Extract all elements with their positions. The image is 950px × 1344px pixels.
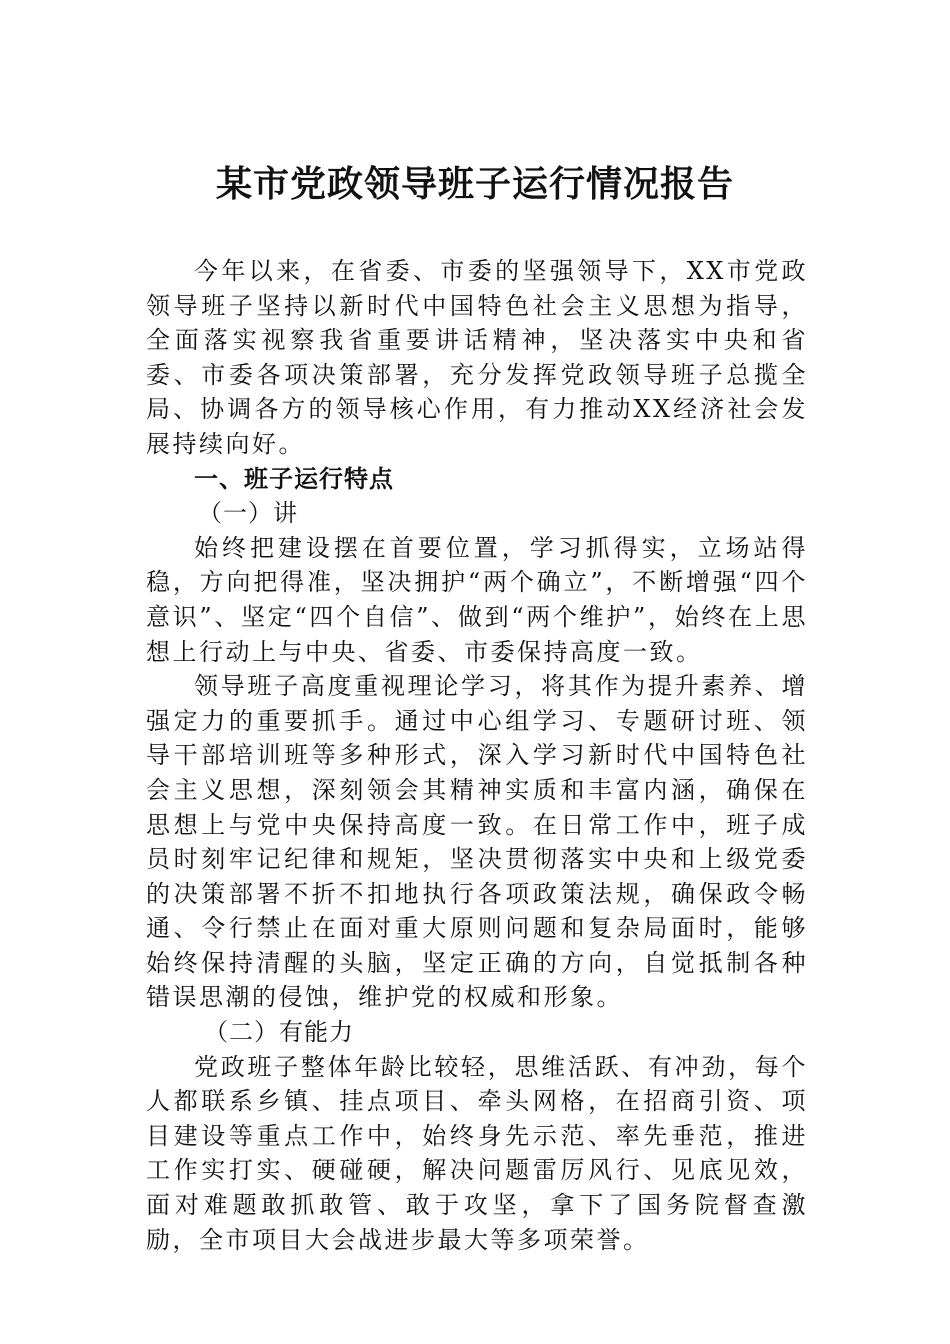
document-title: 某市党政领导班子运行情况报告 bbox=[215, 163, 734, 205]
section-heading-1: 一、班子运行特点 bbox=[194, 464, 394, 493]
subsection-1-paragraph-2: 领导班子高度重视理论学习，将其作为提升素养、增强定力的重要抓手。通过中心组学习、专题研讨班、领导干部培训班等多种形式，深入学习新时代中国特色社会主义思想，深刻领会其精神实质和丰富内涵，确保在思想上与党中央保持高度一致。在日常工作中，班子成员时刻牢记纪律和规矩，坚决贯彻落实中央和上级党委的决策部署不折不扣地执行各项政策法规，确保政令畅通、令行禁止在面对重大原则问题和复杂局面时，能够始终保持清醒的头脑，坚定正确的方向，自觉抵制各种错误思潮的侵蚀，维护党的权威和形象。 bbox=[146, 672, 808, 1012]
subsection-heading-1: （一）讲 bbox=[198, 499, 298, 528]
document-body bbox=[146, 254, 808, 1257]
intro-paragraph: 今年以来，在省委、市委的坚强领导下，XX市党政领导班子坚持以新时代中国特色社会主义思想为指导，全面落实视察我省重要讲话精神，坚决落实中央和省委、市委各项决策部署，充分发挥党政领导班子总揽全局、协调各方的领导核心作用，有力推动XX经济社会发展持续向好。 bbox=[146, 257, 808, 458]
subsection-1-paragraph-1: 始终把建设摆在首要位置，学习抓得实，立场站得稳，方向把得准，坚决拥护“两个确立”，不断增强“四个意识”、坚定“四个自信”、做到“两个维护”，始终在上思想上行动上与中央、省委、市委保持高度一致。 bbox=[146, 533, 808, 666]
subsection-heading-2: （二）有能力 bbox=[204, 1018, 354, 1047]
subsection-2-paragraph-1: 党政班子整体年龄比较轻，思维活跃、有冲劲，每个人都联系乡镇、挂点项目、牵头网格，在招商引资、项目建设等重点工作中，始终身先示范、率先垂范，推进工作实打实、硬碰硬，解决问题雷厉风行、见底见效，面对难题敢抓敢管、敢于攻坚，拿下了国务院督查激励，全市项目大会战进步最大等多项荣誉。 bbox=[146, 1052, 808, 1254]
